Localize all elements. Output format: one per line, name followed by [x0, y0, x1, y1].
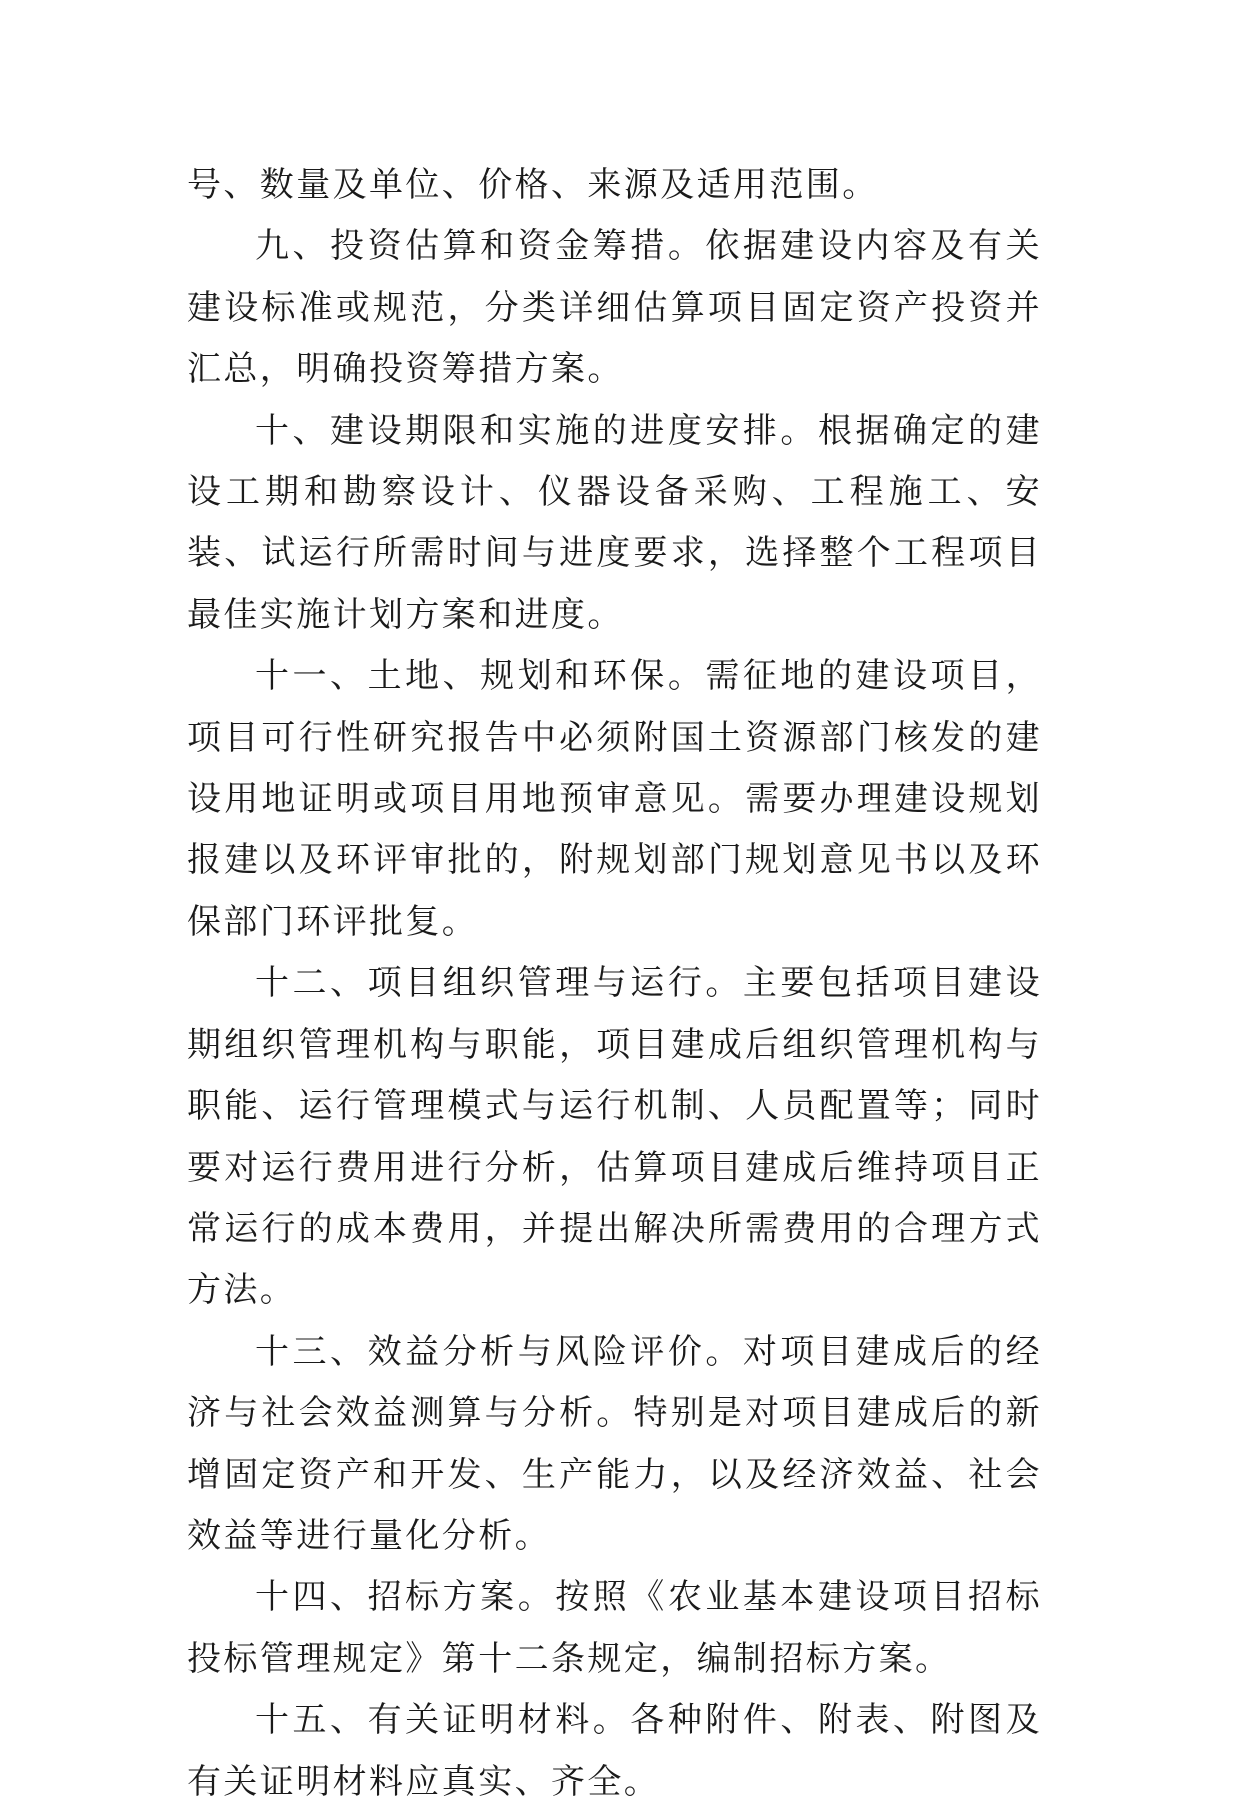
paragraph-item-10: 十、建设期限和实施的进度安排。根据确定的建设工期和勘察设计、仪器设备采购、工程施工、安装、试运行所需时间与进度要求，选择整个工程项目最佳实施计划方案和进度。 [187, 410, 1042, 635]
document-body [187, 155, 1042, 1813]
paragraph-item-11: 十一、土地、规划和环保。需征地的建设项目，项目可行性研究报告中必须附国土资源部门核发的建设用地证明或项目用地预审意见。需要办理建设规划报建以及环评审批的，附规划部门规划意见书以及环保部门环评批复。 [187, 656, 1042, 942]
paragraph-item-13: 十三、效益分析与风险评价。对项目建成后的经济与社会效益测算与分析。特别是对项目建成后的新增固定资产和开发、生产能力，以及经济效益、社会效益等进行量化分析。 [187, 1331, 1042, 1556]
paragraph-item-15: 十五、有关证明材料。各种附件、附表、附图及有关证明材料应真实、齐全。 [187, 1700, 1042, 1802]
paragraph-item-9: 九、投资估算和资金筹措。依据建设内容及有关建设标准或规范，分类详细估算项目固定资产投资并汇总，明确投资筹措方案。 [187, 226, 1042, 390]
paragraph-continuation: 号、数量及单位、价格、来源及适用范围。 [187, 165, 879, 205]
paragraph-item-14: 十四、招标方案。按照《农业基本建设项目招标投标管理规定》第十二条规定，编制招标方案。 [187, 1577, 1042, 1679]
paragraph-item-12: 十二、项目组织管理与运行。主要包括项目建设期组织管理机构与职能，项目建成后组织管理机构与职能、运行管理模式与运行机制、人员配置等；同时要对运行费用进行分析，估算项目建成后维持项目正常运行的成本费用，并提出解决所需费用的合理方式方法。 [187, 963, 1042, 1311]
